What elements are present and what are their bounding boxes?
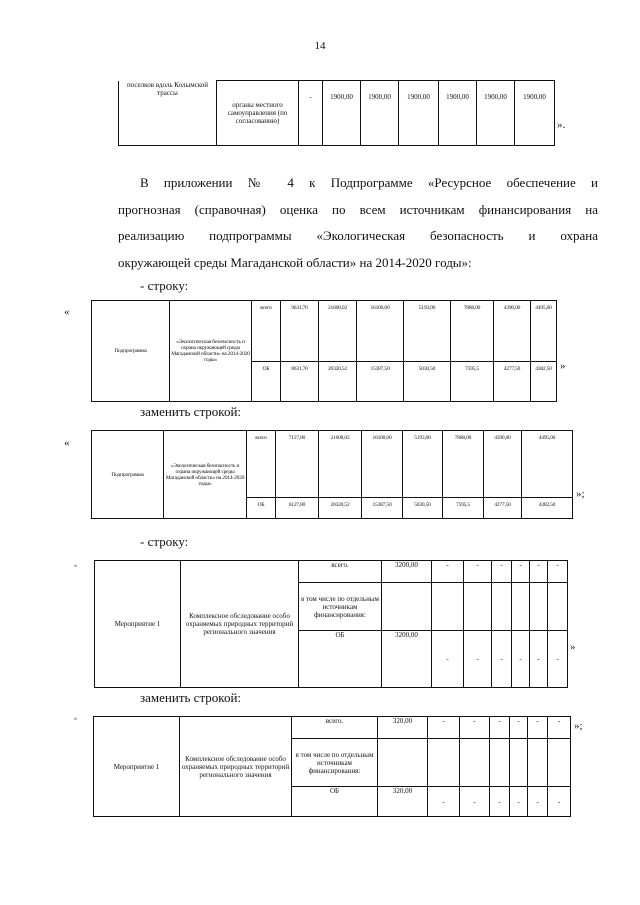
- dash-cell: -: [548, 631, 568, 688]
- value-cell: 5193,00: [404, 301, 451, 362]
- row-label-sources: в том числе по отдельным источникам финансирования:: [299, 583, 382, 631]
- dash-cell: -: [490, 787, 510, 817]
- value-cell: 4390,00: [484, 431, 522, 498]
- empty-cell: [464, 583, 492, 631]
- measure-table-old: [94, 560, 568, 688]
- empty-cell: [548, 739, 571, 787]
- measure-table-new: [93, 716, 571, 817]
- dash-cell: -: [428, 787, 460, 817]
- subprogram-label: Подпрограмма: [92, 431, 164, 519]
- cont-cell-1: поселков вдоль Колымской трассы: [119, 81, 217, 146]
- dash-cell: -: [432, 631, 464, 688]
- value-cell: 7888,00: [443, 431, 484, 498]
- cont-value: 1900,00: [439, 81, 477, 146]
- dash-cell: -: [464, 631, 492, 688]
- row-label-total: всего: [247, 431, 276, 498]
- value-cell: 4382,50: [522, 498, 573, 519]
- cont-value: 1900,00: [399, 81, 439, 146]
- subprogram-table-old: [91, 300, 557, 402]
- total-cell: 3200,00: [382, 631, 432, 688]
- value-cell: 7888,00: [451, 301, 494, 362]
- dash-cell: -: [548, 717, 571, 739]
- dash-cell: -: [428, 717, 460, 739]
- value-cell: 5030,50: [403, 498, 443, 519]
- row-label-2: - строку:: [140, 534, 189, 549]
- value-cell: 7127,80: [276, 431, 319, 498]
- paragraph-line: прогнозная (справочная) оценка по всем источникам финансирования на: [118, 201, 598, 217]
- cont-closing-quote: ».: [557, 119, 566, 131]
- cont-value: 1900,00: [361, 81, 399, 146]
- value-cell: 5193,00: [403, 431, 443, 498]
- value-cell: 4277,50: [494, 362, 531, 402]
- empty-cell: [432, 583, 464, 631]
- close-quote: »: [560, 360, 566, 372]
- dash-cell: -: [510, 787, 528, 817]
- value-cell: 4277,50: [484, 498, 522, 519]
- dash-cell: -: [460, 787, 490, 817]
- dash-cell: -: [460, 717, 490, 739]
- empty-cell: [510, 739, 528, 787]
- row-label-ob: ОБ: [252, 362, 281, 402]
- value-cell: 5030,50: [404, 362, 451, 402]
- close-quote: »;: [574, 720, 583, 732]
- dash-cell: -: [512, 631, 530, 688]
- row-label-total: всего.: [299, 561, 382, 583]
- measure-name: Комплексное обследование особо охраняемых природных территорий регионального значения: [180, 717, 292, 817]
- empty-cell: [490, 739, 510, 787]
- value-cell: 16100,00: [357, 301, 404, 362]
- value-cell: 21608,02: [319, 301, 357, 362]
- empty-cell: [492, 583, 512, 631]
- cont-value: 1900,00: [323, 81, 361, 146]
- open-quote: «: [64, 306, 70, 318]
- row-label-ob: ОБ: [292, 787, 378, 817]
- instruction-paragraph: [118, 170, 598, 276]
- empty-cell: [378, 739, 428, 787]
- dash-cell: -: [464, 561, 492, 583]
- total-cell: 3200,00: [382, 561, 432, 583]
- row-label-total: всего.: [292, 717, 378, 739]
- dash-cell: -: [548, 561, 568, 583]
- subprogram-table-new: [91, 430, 573, 519]
- value-cell: 4495,00: [522, 431, 573, 498]
- value-cell: 4495,00: [531, 301, 557, 362]
- empty-cell: [530, 583, 548, 631]
- close-quote: »;: [576, 488, 585, 500]
- dash-cell: -: [528, 717, 548, 739]
- page-number: 14: [314, 40, 326, 52]
- row-label-ob: ОБ: [299, 631, 382, 688]
- measure-name: Комплексное обследование особо охраняемых природных территорий регионального значения: [181, 561, 299, 688]
- dash-cell: -: [510, 717, 528, 739]
- subprogram-label: Подпрограмма: [92, 301, 170, 402]
- empty-cell: [528, 739, 548, 787]
- open-quote: «: [64, 437, 70, 449]
- dash-cell: -: [530, 561, 548, 583]
- cont-value: 1900,00: [515, 81, 555, 146]
- value-cell: 15387,50: [357, 362, 404, 402]
- dash-cell: -: [530, 631, 548, 688]
- value-cell: 4382,50: [531, 362, 557, 402]
- total-cell: 320,00: [378, 787, 428, 817]
- measure-label: Мероприятие 1: [94, 717, 180, 817]
- subprogram-name: «Экологическая безопасность и охрана окружающей среды Магаданской области» на 2014-2020 годы»: [164, 431, 247, 519]
- cont-value: 1900,00: [477, 81, 515, 146]
- empty-cell: [460, 739, 490, 787]
- open-quote: «: [74, 716, 77, 722]
- dash-cell: -: [512, 561, 530, 583]
- dash-cell: -: [548, 787, 571, 817]
- value-cell: 6127,80: [276, 498, 319, 519]
- row-label-ob: ОБ: [247, 498, 276, 519]
- empty-cell: [382, 583, 432, 631]
- subprogram-name: «Экологическая безопасность и охрана окружающей среды Магаданской области» на 2014-2020 годы»: [170, 301, 252, 402]
- continuation-table: [118, 80, 555, 146]
- replace-label-2: заменить строкой:: [140, 690, 242, 705]
- dash-cell: -: [432, 561, 464, 583]
- value-cell: 7595,5: [451, 362, 494, 402]
- cont-cell-2: органы местного самоуправления (по согласованию): [217, 81, 299, 146]
- value-cell: 8631,70: [281, 362, 319, 402]
- dash-cell: -: [492, 631, 512, 688]
- paragraph-line: В приложении № 4 к Подпрограмме «Ресурсное обеспечение и: [140, 175, 598, 190]
- empty-cell: [512, 583, 530, 631]
- value-cell: 20320,52: [319, 498, 362, 519]
- value-cell: 4390,00: [494, 301, 531, 362]
- dash-cell: -: [528, 787, 548, 817]
- value-cell: 16100,00: [362, 431, 403, 498]
- value-cell: 9631,70: [281, 301, 319, 362]
- value-cell: 7595,5: [443, 498, 484, 519]
- paragraph-line: реализацию подпрограммы «Экологическая безопасность и охрана: [118, 228, 598, 243]
- paragraph-line: окружающей среды Магаданской области» на 2014-2020 годы»:: [118, 254, 472, 270]
- value-cell: 21608,02: [319, 431, 362, 498]
- empty-cell: [428, 739, 460, 787]
- empty-cell: [548, 583, 568, 631]
- value-cell: 15387,50: [362, 498, 403, 519]
- cont-cell-3: -: [299, 81, 323, 146]
- value-cell: 20320,52: [319, 362, 357, 402]
- close-quote: »: [570, 641, 576, 653]
- row-label-sources: в том числе по отдельным источникам финансирования:: [292, 739, 378, 787]
- row-label-total: всего: [252, 301, 281, 362]
- dash-cell: -: [492, 561, 512, 583]
- dash-cell: -: [490, 717, 510, 739]
- measure-label: Мероприятие 1: [95, 561, 181, 688]
- replace-label-1: заменить строкой:: [140, 404, 242, 419]
- open-quote: «: [74, 563, 77, 569]
- total-cell: 320,00: [378, 717, 428, 739]
- row-label-1: - строку:: [140, 278, 189, 293]
